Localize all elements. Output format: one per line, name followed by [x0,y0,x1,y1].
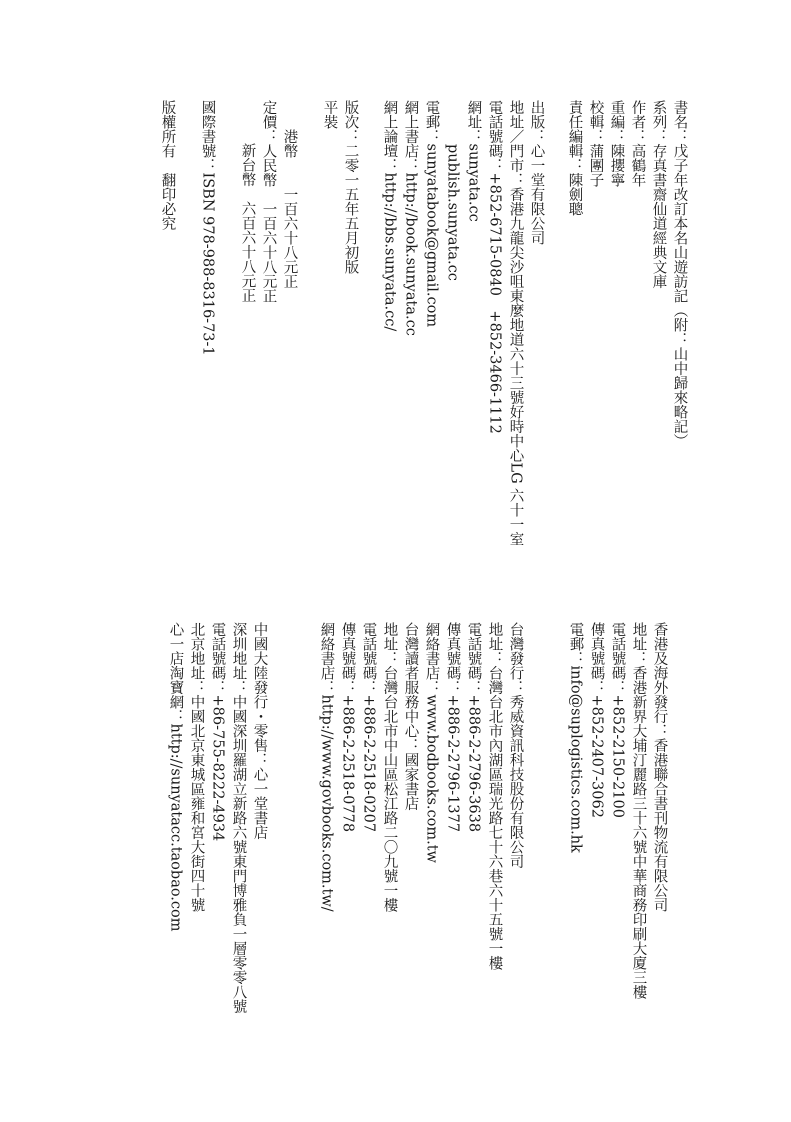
author: 作者：高鶴年 [629,100,646,187]
publisher-phone: 電話號碼：+852-6715-0840 +852-3466-1112 [486,100,503,434]
tw-reader-online-store: 網絡書店：http://www.govbooks.com.tw/ [318,622,335,912]
isbn: 國際書號：ISBN 978-988-8316-73-1 [199,100,216,356]
publisher-website: 網址：sunyata.cc [465,100,482,222]
publisher-website-sub: publish.sunyata.cc [444,144,461,281]
hk-distributor: 香港及海外發行：香港聯合書刊物流有限公司 [651,622,668,912]
tw-distributor: 台灣發行：秀威資訊科技股份有限公司 [507,622,524,869]
publisher: 出版：心一堂有限公司 [528,100,545,245]
online-store: 網上書店：http://book.sunyata.cc [402,100,419,336]
tw-phone: 電話號碼：+886-2-2796-3638 [465,622,482,833]
editor: 重編：陳攖寧 [608,100,625,187]
binding: 平裝 [321,100,338,129]
tw-online-store: 網絡書店：www.bodbooks.com.tw [423,622,440,863]
responsible-editor: 責任編輯：陳劍聰 [566,100,583,216]
tw-address: 地址：台灣台北市內湖區瑞光路七十六巷六十五號一樓 [486,622,503,970]
hk-address: 地址：香港新界大埔汀麗路三十六號中華商務印刷大廈三樓 [630,622,647,999]
cn-phone: 電話號碼：+86-755-8222-4934 [209,622,226,842]
tw-reader-address: 地址：台灣台北市中山區松江路二〇九號一樓 [381,622,398,912]
tw-fax: 傳真號碼：+886-2-2796-1377 [444,622,461,833]
hk-fax: 傳真號碼：+852-2407-3062 [588,622,605,818]
hk-phone: 電話號碼：+852-2150-2100 [609,622,626,818]
publisher-address: 地址／門市：香港九龍尖沙咀東麼地道六十三號好時中心LG 六十一室 [507,100,524,547]
edition: 版次：二零一五年五月初版 [342,100,359,274]
book-title: 書名：戊子年改訂本名山遊訪記（附：山中歸來略記） [671,100,688,448]
cn-taobao-store: 心一店淘寶網：http://sunyatacc.taobao.com [167,622,184,932]
tw-reader-fax: 傳真號碼：+886-2-2518-0778 [339,622,356,833]
series: 系列：存真書齋仙道經典文庫 [650,100,667,289]
tw-reader-service: 台灣讀者服務中心：國家書店 [402,622,419,811]
tw-reader-phone: 電話號碼：+886-2-2518-0207 [360,622,377,833]
price-hkd: 港幣 一百六十八元正 [281,129,298,289]
cn-distributor: 中國大陸發行・零售：心一堂書店 [251,622,268,840]
cn-shenzhen-address: 深圳地址：中國深圳羅湖立新路六號東門博雅負一層零零八號 [230,622,247,1014]
proofreader: 校輯：蒲團子 [587,100,604,187]
hk-email: 電郵：info@suplogistics.com.hk [567,622,584,853]
price-rmb: 定價：人民幣 一百六十八元正 [260,100,277,303]
publisher-email: 電郵：sunyatabook@gmail.com [423,100,440,328]
cn-beijing-address: 北京地址：中國北京東城區雍和宮大街四十號 [188,622,205,912]
copyright-notice: 版權所有 翻印必究 [159,100,176,231]
price-ntd: 新台幣 六百六十八元正 [239,143,256,303]
online-forum: 網上論壇：http://bbs.sunyata.cc/ [381,100,398,332]
